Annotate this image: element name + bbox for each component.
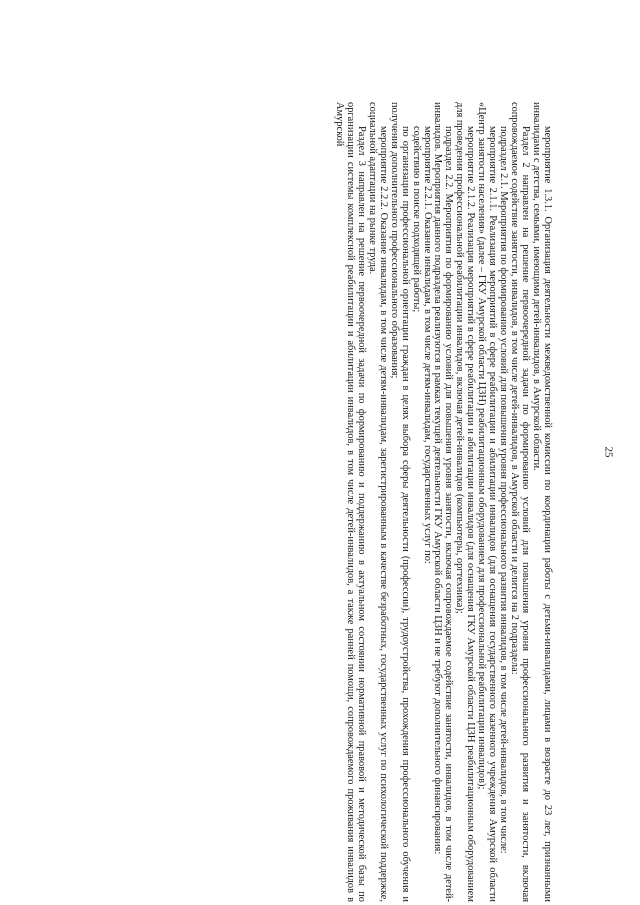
page-body (112, 102, 552, 902)
paragraph-subsection-2-1: подраздел 2.1. Мероприятия по формированию условий для повышения уровня профессионального развития инвалидов, в том числе детей-инвалидов, в том числе: (498, 126, 510, 854)
paragraph-measure-1-3-1: мероприятие 1.3.1. Организация деятельности межведомственной комиссии по координации работы с детьми-инвалидами, лицами в возрасте до 23 лет, признанными инвалидами с детства, семьями, имеющими детей-инвалидов, в Амурской области. (531, 102, 553, 902)
paragraph-section-2-intro: Раздел 2 направлен на решение первоочередной задачи по формированию условий для повышения уровня профессионального развития и занятости, включая сопровождаемое содействие занятости, инвалидов, в том числе детей-инвалидов, в Амурской области и делится на 2 подраздела: (509, 102, 532, 902)
paragraph-subsection-2-2: подраздел 2.2. Мероприятия по формированию условий для повышения уровня занятости, включая сопровождаемое содействие занятости, инвалидов, в том числе детей-инвалидов. Мероприятия данного подраздела реализуются в рамках текущей деятельности ГКУ Амурской области ЦЗН и не требуют дополнительного финансирования: (432, 102, 455, 902)
page-number: 25 (602, 446, 615, 458)
paragraph-measure-2-2-2: мероприятие 2.2.2. Оказание инвалидам, в том числе детям-инвалидам, зарегистрированным в качестве безработных, государственных услуг по психологической поддержке, социальной адаптации на рынке труда. (366, 102, 389, 902)
paragraph-career-guidance: по организации профессиональной ориентации граждан в целях выбора сферы деятельности (профессии), трудоустройства, прохождения профессионального обучения и получения дополнительного профессионального образования; (388, 102, 411, 902)
paragraph-measure-2-1-1: мероприятие 2.1.1. Реализация мероприятий в сфере реабилитации и абилитации инвалидов (для оснащения государственного казенного учреждения Амурской области «Центр занятости населения» (далее – ГКУ Амурской области ЦЗН) реабилитационным оборудованием для профессиональной реабилитации инвалидов); (476, 102, 499, 902)
paragraph-measure-2-1-2: мероприятие 2.1.2. Реализация мероприятий в сфере реабилитации и абилитации инвалидов (для оснащения ГКУ Амурской области ЦЗН реабилитационным оборудованием для проведения профессиональной реабилитации инвалидов, включая детей-инвалидов (компьютеры, оргтехника); (454, 102, 477, 902)
paragraph-section-3-intro: Раздел 3 направлен на решение первоочередной задачи по формированию и поддержанию в актуальном состоянии нормативной правовой и методической базы по организации системы комплексной реабилитации и абилитации инвалидов, в том числе детей-инвалидов, а также ранней помощи, сопровождаемого проживания инвалидов в Амурской (333, 102, 367, 902)
paragraph-job-search-assistance: содействию в поиске подходящей работы; (410, 126, 422, 313)
paragraph-measure-2-2-1: мероприятие 2.2.1. Оказание инвалидам, в том числе детям-инвалидам, государственных услуг по: (421, 126, 433, 564)
